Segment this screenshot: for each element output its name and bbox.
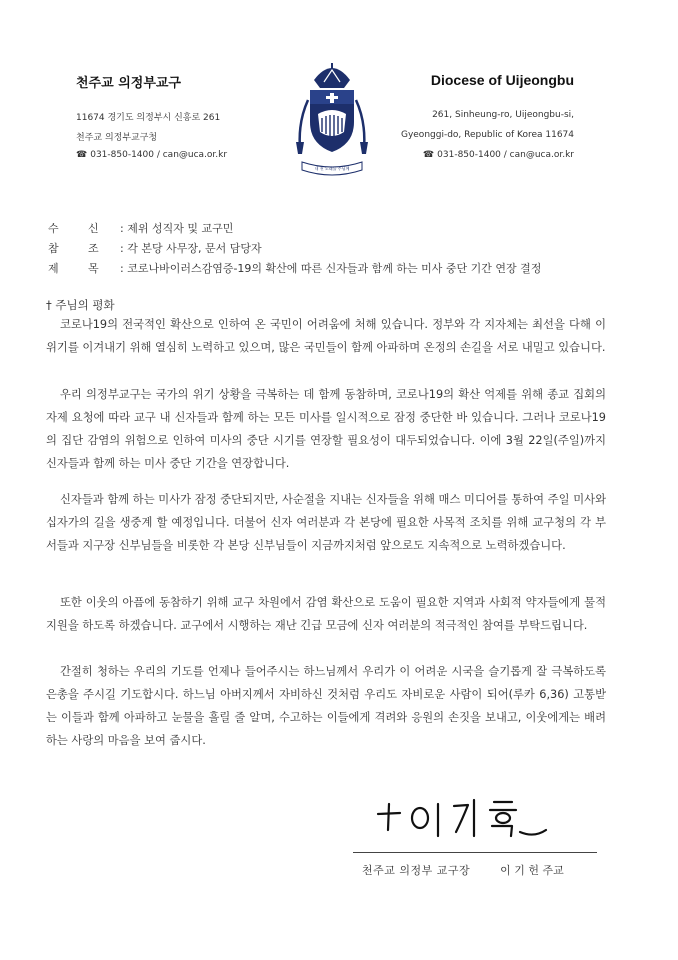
org-name-korean: 천주교 의정부교구 [76,76,181,91]
body-paragraph: 또한 이웃의 아픔에 동참하기 위해 교구 차원에서 감염 확산으로 도움이 필요한 지역과 사회적 약자들에게 물적 지원을 하도록 하겠습니다. 교구에서 시행하는 재난 긴급 모금에 신자 여러분의 적극적인 참여를 부탁드립니다. [46,596,606,632]
crest-motto: 내 천 노래를 주님께 [314,166,350,171]
meta-recipient-row [48,220,233,236]
phone-icon: ☎ [422,150,435,160]
meta-reference-value: : 각 본당 사무장, 문서 담당자 [120,242,262,255]
contact-korean: ☎ 031-850-1400 / can@uca.or.kr [76,150,228,160]
address-korean: 11674 경기도 의정부시 신흥로 261 [76,113,221,123]
meta-subject-row [48,260,541,276]
address-english-line1: 261, Sinheung-ro, Uijeongbu-si, [432,110,574,120]
phone-icon: ☎ [76,150,88,160]
body-paragraph: 신자들과 함께 하는 미사가 잠정 중단되지만, 사순절을 지내는 신자들을 위해 매스 미디어를 통하여 주일 미사와 십자가의 길을 생중계 할 예정입니다. 더불어 신자 여러분과 각 본당에 필요한 사목적 조치를 위해 교구청의 각 부서들과 지구장 신부님들을 비롯한 각 본당 신부님들이 지금까지처럼 앞으로도 지속적으로 노력하겠습니다. [46,493,606,552]
meta-subject-value: : 코로나바이러스감염증-19의 확산에 따른 신자들과 함께 하는 미사 중단 기간 연장 결정 [120,262,542,275]
diocese-crest-logo [284,62,380,182]
office-korean: 천주교 의정부교구청 [76,133,158,143]
meta-recipient-value: : 제위 성직자 및 교구민 [120,222,234,235]
contact-english: ☎ 031-850-1400 / can@uca.or.kr [422,150,574,160]
org-name-english: Diocese of Uijeongbu [430,72,574,88]
handwritten-signature [370,792,550,842]
meta-reference-row [48,240,262,256]
body-paragraph: 코로나19의 전국적인 확산으로 인하여 온 국민이 어려움에 처해 있습니다. 정부와 각 지자체는 최선을 다해 이 위기를 이겨내기 위해 열심히 노력하고 있으며, 많은 국민들이 함께 아파하며 온정의 손길을 서로 내밀고 있습니다. [46,318,606,354]
body-paragraph: 간절히 청하는 우리의 기도를 언제나 들어주시는 하느님께서 우리가 이 어려운 시국을 슬기롭게 잘 극복하도록 은총을 주시길 기도합시다. 하느님 아버지께서 자비하신 것처럼 우리도 자비로운 사람이 되어(루카 6,36) 고통받는 이들과 함께 아파하고 눈물을 흘릴 줄 알며, 수고하는 이들에게 격려와 응원의 손짓을 보내고, 이웃에게는 배려하는 사랑의 마음을 보여 줍시다. [46,665,606,747]
address-english-line2: Gyeonggi-do, Republic of Korea 11674 [400,130,574,140]
meta-recipient-label: 수 신 [48,222,99,235]
greeting: † 주님의 평화 [46,298,115,312]
signatory [362,862,564,878]
signatory-title: 천주교 의정부 교구장 [362,864,471,877]
meta-reference-label: 참 조 [48,242,99,255]
signatory-name: 이 기 헌 주교 [500,864,564,877]
body-paragraph: 우리 의정부교구는 국가의 위기 상황을 극복하는 데 함께 동참하며, 코로나19의 확산 억제를 위해 종교 집회의 자제 요청에 따라 교구 내 신자들과 함께 하는 모든 미사를 일시적으로 잠정 중단한 바 있습니다. 그러나 코로나19의 집단 감염의 위험으로 인하여 미사의 중단 시기를 연장할 필요성이 대두되었습니다. 이에 3월 22일(주일)까지 신자들과 함께 하는 미사 중단 기간을 연장합니다. [46,388,606,470]
meta-subject-label: 제 목 [48,262,99,275]
signature-divider [353,852,597,853]
